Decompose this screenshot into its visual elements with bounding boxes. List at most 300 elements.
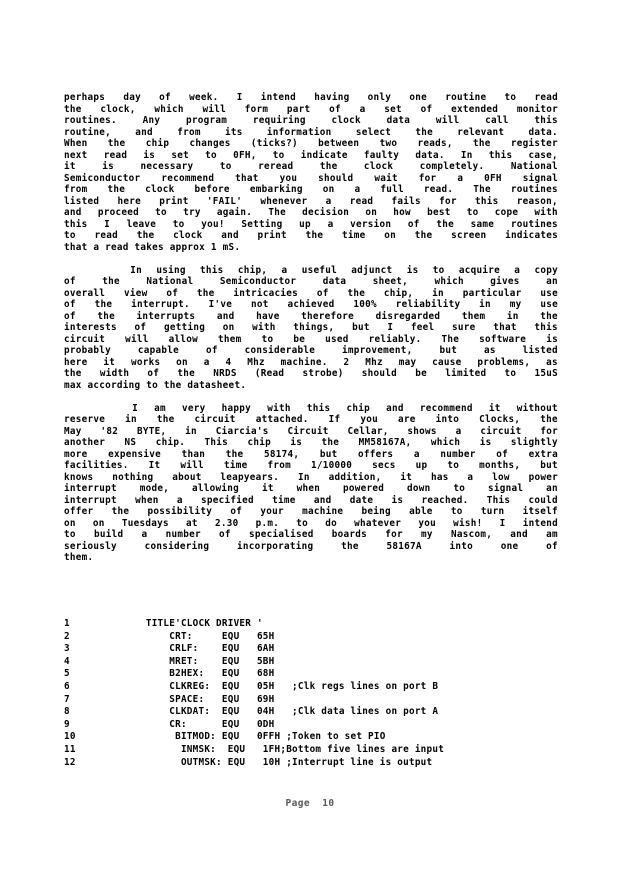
word: them [461, 310, 486, 322]
word: attached. [255, 414, 309, 425]
word: set [171, 149, 189, 161]
word: In [130, 264, 143, 276]
word: version [350, 218, 392, 230]
word: capable [137, 345, 180, 356]
word: between [318, 138, 360, 149]
text-line [64, 472, 558, 484]
word: for [540, 425, 558, 437]
word: useful [301, 264, 337, 276]
word: the [473, 138, 491, 149]
word: Mhz [365, 356, 383, 368]
word: happy [221, 402, 252, 414]
word: day [123, 92, 141, 103]
word: the [414, 230, 433, 241]
word: listed [522, 345, 558, 356]
word: necessary [140, 161, 194, 172]
word: a [514, 264, 521, 276]
word: whenever [260, 195, 308, 207]
text-line [64, 552, 558, 564]
text-line [64, 437, 558, 449]
word: to [155, 207, 167, 218]
word: addition, [328, 471, 382, 483]
word: week. [189, 92, 219, 103]
text-line [64, 311, 558, 323]
word: interrupt [64, 494, 117, 506]
word: from [267, 460, 291, 471]
word: of [546, 540, 558, 552]
word: to [432, 264, 445, 276]
word: but [319, 448, 338, 460]
word: reserve [64, 414, 106, 425]
word: may [398, 356, 417, 368]
word: about [172, 471, 202, 483]
text-line [64, 92, 558, 104]
word: copy [534, 264, 558, 276]
word: this [488, 149, 513, 161]
word: them [218, 333, 242, 345]
word: be [415, 368, 428, 379]
word: probably [64, 345, 112, 356]
word: 2 [343, 356, 350, 368]
code-line: 5 B2HEX: EQU 68H [64, 668, 275, 680]
word: 15uS [534, 368, 558, 379]
code-line: 1 TITLE'CLOCK DRIVER ' [64, 618, 263, 629]
word: the [64, 368, 82, 379]
word: of [134, 322, 147, 333]
word: it [400, 471, 413, 483]
word: read [94, 230, 118, 241]
word: NS [124, 437, 137, 448]
word: is [406, 264, 419, 276]
word: for [385, 529, 403, 540]
word: Any [142, 115, 161, 126]
word: for [418, 172, 437, 184]
word: in [185, 425, 197, 437]
text-line [64, 334, 558, 346]
word: is [290, 437, 303, 448]
text-line [64, 242, 558, 254]
paragraph-indent [64, 403, 116, 415]
word: the [107, 184, 126, 195]
text-line [64, 322, 558, 334]
word: on [384, 230, 397, 241]
word: build [93, 529, 124, 540]
word: machine [302, 506, 344, 517]
word: number [165, 529, 201, 540]
word: circuit [64, 333, 106, 345]
word: of [64, 299, 76, 310]
word: this [64, 218, 88, 230]
word: the [156, 414, 175, 425]
word: as [546, 356, 558, 368]
word: offers [358, 448, 394, 460]
word: routines [510, 218, 558, 230]
word: reliability [395, 299, 461, 310]
word: on [365, 207, 378, 218]
word: should [361, 368, 398, 379]
word: works [130, 356, 161, 368]
word: this [534, 115, 558, 126]
word: your [260, 506, 284, 517]
text-line [64, 127, 558, 139]
word: be [293, 333, 306, 345]
word: in [479, 299, 491, 310]
word: of [496, 448, 509, 460]
word: in [125, 414, 137, 425]
paragraph [64, 403, 558, 564]
word: NRDS [213, 368, 237, 379]
word: problems, [477, 356, 531, 368]
word: to [219, 161, 232, 172]
word: clock [173, 230, 203, 241]
text-line [64, 460, 558, 472]
word: chip, [383, 287, 414, 299]
word: which [154, 103, 184, 115]
word: relevant [457, 126, 505, 138]
word: select [355, 126, 392, 138]
code-line: 10 BITMOD: EQU 0FFH ;Token to set PIO [64, 731, 386, 743]
text-line [64, 184, 558, 196]
word: read [103, 149, 128, 161]
word: The [441, 333, 460, 345]
word: as [483, 345, 496, 356]
word: completely. [419, 161, 485, 172]
word: it [103, 356, 116, 368]
word: is [479, 437, 492, 448]
text-line [64, 173, 558, 185]
word: recommend [419, 402, 473, 414]
word: In [460, 149, 473, 161]
text-line [64, 506, 558, 518]
word: you [279, 172, 298, 184]
word: indicate [300, 149, 348, 161]
text-line [64, 219, 558, 231]
code-listing [64, 618, 558, 769]
word: a [413, 448, 420, 460]
word: not [251, 299, 269, 310]
word: the [319, 161, 338, 172]
word: next [64, 149, 88, 161]
text-line [64, 380, 558, 392]
word: and [64, 207, 82, 218]
word: before [194, 184, 230, 195]
word: of [420, 103, 433, 115]
word: BYTE, [136, 425, 167, 437]
word: things, [293, 322, 335, 333]
word: I [104, 218, 111, 230]
word: knows [64, 471, 94, 483]
word: interrupt. [131, 299, 190, 310]
word: from [177, 126, 201, 138]
paragraph [64, 265, 558, 392]
word: The [268, 207, 286, 218]
text-line [64, 288, 558, 300]
word: read [534, 92, 558, 103]
word: National [510, 161, 558, 172]
code-line: 9 CR: EQU 0DH [64, 718, 275, 730]
word: p.m. [255, 517, 280, 529]
word: the [305, 230, 324, 241]
word: this [306, 402, 331, 414]
word: the [436, 218, 454, 230]
text-line [64, 483, 558, 495]
word: the [111, 506, 130, 517]
word: incorporating [237, 540, 314, 552]
word: of [64, 310, 76, 322]
word: 58174, [263, 448, 300, 460]
word: part [286, 103, 311, 115]
word: a [354, 184, 361, 195]
word: on [322, 184, 335, 195]
word: chip. [155, 437, 186, 448]
word: sure [452, 322, 476, 333]
word: which [430, 437, 461, 448]
word: power [528, 471, 558, 483]
word: should [318, 172, 354, 184]
word: I [132, 402, 139, 414]
word: of [230, 506, 243, 517]
word: extra [528, 448, 558, 460]
word: National [146, 276, 194, 287]
word: are [398, 414, 416, 425]
word: of [407, 218, 420, 230]
word: interrupt [64, 483, 117, 494]
word: turn [480, 506, 505, 517]
word: is [143, 149, 156, 161]
word: up [299, 218, 311, 230]
word: cause [432, 356, 462, 368]
word: being [361, 506, 391, 517]
word: without [516, 402, 558, 414]
word: '82 [100, 425, 119, 437]
word: in [506, 310, 519, 322]
word: monitor [516, 103, 558, 115]
word: clock [363, 161, 394, 172]
word: to [272, 149, 285, 161]
word: on [222, 322, 235, 333]
word: its [224, 126, 243, 138]
word: a [327, 218, 334, 230]
word: one [409, 92, 428, 103]
word: the [107, 138, 126, 149]
word: and [510, 529, 528, 540]
word: screen [451, 230, 487, 241]
word: from [64, 184, 88, 195]
word: decision [302, 207, 350, 218]
word: full [380, 184, 404, 195]
word: register [510, 138, 558, 149]
word: offer [64, 506, 94, 517]
word: Semiconductor [219, 276, 297, 287]
word: sheet, [372, 276, 408, 287]
word: time [223, 460, 248, 471]
word: the [97, 310, 115, 322]
word: routine, [64, 126, 112, 138]
word: having [314, 92, 350, 103]
word: 0FH [484, 172, 502, 184]
word: The [473, 184, 491, 195]
text-line [64, 138, 558, 150]
word: print [257, 230, 287, 241]
word: is [391, 494, 404, 506]
word: this [200, 264, 224, 276]
word: a [203, 356, 210, 368]
word: am [154, 402, 166, 414]
text-line [64, 449, 558, 461]
word: of [205, 345, 218, 356]
word: routines [510, 184, 558, 195]
word: read. [423, 184, 454, 195]
word: and [313, 494, 332, 506]
word: strobe) [302, 368, 344, 379]
word: intricacies [233, 287, 299, 299]
word: gives [490, 276, 520, 287]
code-line: 8 CLKDAT: EQU 04H ;Clk data lines on port A [64, 706, 439, 718]
word: and [386, 402, 404, 414]
word: on [64, 517, 76, 529]
text-line [64, 541, 558, 553]
word: seriously [64, 540, 117, 552]
text-line [64, 403, 558, 415]
word: Tuesdays [121, 517, 169, 529]
word: In [298, 471, 310, 483]
word: the [225, 448, 244, 460]
word: you! [201, 218, 225, 230]
word: to [172, 218, 185, 230]
word: that [235, 172, 259, 184]
word: low [492, 471, 510, 483]
word: to [450, 506, 463, 517]
word: specialised [248, 529, 314, 540]
word: circuit [194, 414, 236, 425]
word: only [367, 92, 392, 103]
word: time [342, 230, 366, 241]
word: chip [247, 437, 271, 448]
word: on [176, 356, 188, 368]
word: Mhz [247, 356, 265, 368]
word: used [325, 333, 349, 345]
paragraph-indent [64, 265, 116, 277]
word: to [64, 529, 76, 540]
word: getting [163, 322, 206, 333]
word: therefore [301, 310, 355, 322]
word: reads, [417, 138, 453, 149]
word: This [486, 494, 511, 506]
word: possibility [147, 506, 213, 517]
word: allowing [192, 483, 240, 494]
word: wish! [453, 517, 483, 529]
word: call [485, 115, 509, 126]
word: I [236, 92, 243, 103]
word: specified [201, 494, 254, 506]
code-line: 12 OUTMSK: EQU 10H ;Interrupt line is output [64, 756, 433, 768]
text-line [64, 357, 558, 369]
word: wait [374, 172, 398, 184]
word: to [261, 333, 274, 345]
word: to [296, 517, 309, 529]
code-line: 3 CRLF: EQU 6AH [64, 643, 275, 655]
word: with [267, 402, 291, 414]
word: faulty [363, 149, 400, 161]
word: chip [346, 402, 370, 414]
word: reliably. [368, 333, 422, 345]
word: 100% [353, 299, 377, 310]
word: an [546, 483, 558, 494]
code-line: 2 CRT: EQU 65H [64, 630, 275, 642]
text-line [64, 345, 558, 357]
word: which [434, 276, 464, 287]
word: 1/10000 [310, 460, 353, 471]
word: best [427, 207, 451, 218]
text-line [64, 495, 558, 507]
word: Nascom, [450, 529, 493, 540]
text-line [64, 426, 558, 438]
word: that a read takes approx 1 mS. [64, 241, 241, 253]
word: the [94, 299, 113, 310]
word: 'FAIL' [206, 195, 243, 207]
text-line [64, 265, 558, 277]
word: use [540, 287, 558, 299]
code-line: 6 CLKREG: EQU 05H ;Clk regs lines on port B [64, 680, 439, 692]
word: data. [415, 149, 445, 161]
word: them. [64, 552, 94, 563]
word: could [528, 494, 558, 506]
word: at [186, 517, 198, 529]
word: of [219, 529, 231, 540]
word: I've [208, 299, 233, 310]
word: the [177, 368, 195, 379]
word: Circuit [287, 425, 329, 437]
word: This [204, 437, 229, 448]
word: it [488, 402, 501, 414]
word: routines. [64, 115, 117, 126]
text-line [64, 414, 558, 426]
word: when [296, 483, 321, 494]
word: the [341, 540, 359, 552]
word: a [457, 172, 464, 184]
word: that [493, 322, 517, 333]
word: when [135, 494, 159, 506]
text-line [64, 161, 558, 173]
text-line [64, 299, 558, 311]
word: will [125, 333, 149, 345]
word: improvement, [342, 345, 413, 356]
word: of [159, 92, 171, 103]
word: shows [407, 425, 437, 437]
word: the [321, 437, 340, 448]
word: clock [331, 115, 361, 126]
page-footer: Page 10 [285, 798, 335, 809]
word: is [546, 333, 558, 345]
word: disregarded [375, 310, 441, 322]
word: interests [64, 322, 117, 333]
word: a [281, 264, 288, 276]
word: cope [494, 207, 519, 218]
text-line [64, 104, 558, 116]
word: the [347, 287, 366, 299]
text-line [64, 368, 558, 380]
word: interrupts [136, 310, 196, 322]
word: time [272, 494, 296, 506]
word: read [349, 195, 374, 207]
word: MM58167A, [358, 437, 412, 448]
word: clock [145, 184, 175, 195]
word: and [221, 230, 239, 241]
word: has [430, 471, 449, 483]
word: this [534, 322, 558, 333]
text-line [64, 115, 558, 127]
word: considering [144, 540, 210, 552]
